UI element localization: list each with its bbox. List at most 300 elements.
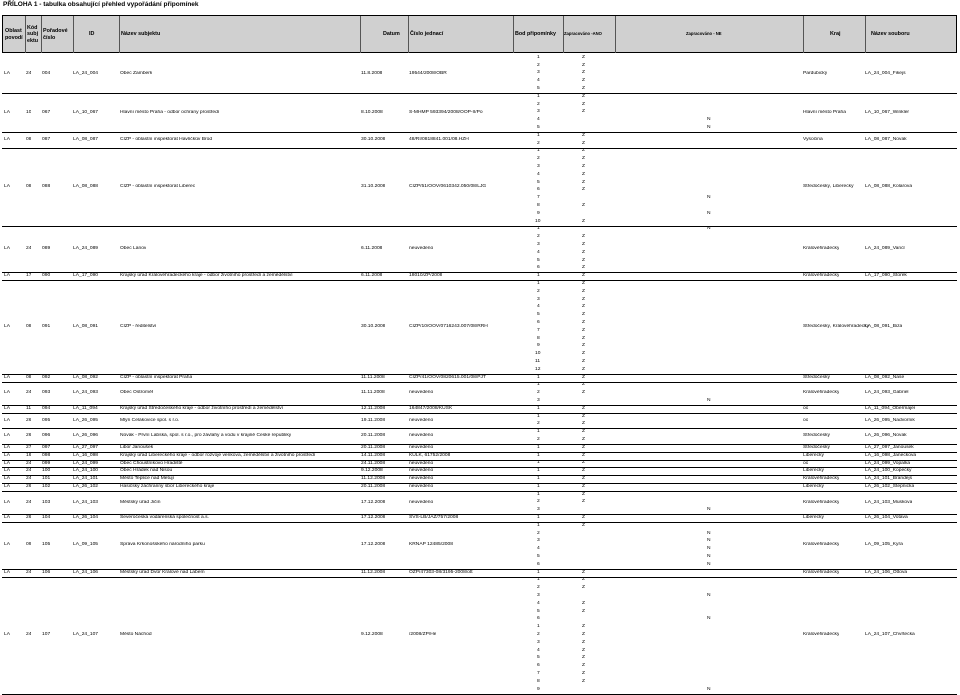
status-zapracovano: Z — [582, 421, 585, 427]
document-title: PŘÍLOHA 1 - tabulka obsahující přehled vypořádání připomínek — [3, 1, 199, 8]
cell-poradove: 095 — [42, 417, 51, 423]
status-nezapracovano: N — [707, 226, 711, 232]
cell-id: LA_11_094 — [73, 405, 98, 411]
point-number: 2 — [537, 390, 540, 396]
cell-poradove: 106 — [42, 569, 51, 575]
cell-oblast: LA — [4, 476, 10, 482]
cell-oblast: LA — [4, 324, 10, 329]
point-number: 3 — [537, 593, 540, 598]
point-number: 1 — [537, 281, 540, 286]
cell-soubor: LA_08_092_Nase — [865, 374, 905, 380]
header-nazev: Název subjektu — [121, 31, 161, 38]
point-number: 5 — [537, 554, 540, 559]
point-number: 5 — [537, 86, 540, 91]
row-divider — [2, 93, 957, 94]
cell-kod: 24 — [26, 468, 32, 474]
status-zapracovano: Z — [582, 171, 585, 177]
cell-nazev: Obec Hrádek nad Nisou — [120, 468, 173, 474]
point-number: 2 — [537, 140, 540, 146]
point-number: 8 — [537, 335, 540, 341]
status-nezapracovano: N — [707, 616, 711, 622]
cell-poradove: 100 — [42, 468, 51, 474]
cell-kod: 26 — [26, 417, 32, 423]
status-nezapracovano: N — [707, 546, 711, 552]
cell-kraj: Vysočina — [803, 136, 823, 142]
cell-datum: 12.11.2008 — [361, 405, 386, 411]
cell-oblast: LA — [4, 70, 10, 76]
table-header — [2, 15, 957, 53]
point-number: 3 — [537, 296, 540, 302]
cell-oblast: LA — [4, 483, 10, 489]
status-zapracovano: Z — [582, 678, 585, 684]
point-number: 3 — [537, 109, 540, 115]
point-number: 1 — [537, 624, 540, 630]
cell-kraj: Středočeský — [803, 374, 830, 380]
cell-kod: 11 — [26, 405, 32, 411]
point-number: 1 — [537, 429, 540, 435]
status-zapracovano: Z — [582, 179, 585, 185]
cell-oblast: LA — [4, 390, 10, 396]
cell-nazev: Hasičský záchranný sbor Libereckého kraje — [120, 483, 215, 489]
point-number: 5 — [537, 312, 540, 318]
point-number: 1 — [537, 460, 540, 466]
cell-nazev: Novák - První Labská, spol. s r.o., pro závlahy a vodu v krajině České republiky — [120, 433, 292, 439]
cell-kod: 24 — [26, 460, 32, 466]
cell-nazev: Město Teplice nad Metují — [120, 476, 175, 482]
cell-cislo-jednaci: neuvedeno — [409, 483, 434, 489]
point-number: 8 — [537, 678, 540, 684]
point-number: 2 — [537, 437, 540, 442]
point-number: 1 — [537, 515, 540, 520]
cell-poradove: 103 — [42, 499, 51, 505]
cell-poradove: 107 — [42, 632, 51, 638]
status-zapracovano: Z — [582, 273, 585, 279]
status-zapracovano: Z — [582, 374, 585, 380]
cell-id: LA_08_088 — [73, 183, 99, 189]
status-zapracovano: Z — [582, 476, 585, 481]
point-number: 1 — [537, 148, 540, 154]
status-zapracovano: Z — [582, 281, 585, 286]
row-divider — [2, 491, 957, 492]
status-zapracovano: Z — [582, 452, 585, 458]
point-number: 1 — [537, 132, 540, 138]
header-datum: Datum — [383, 31, 400, 38]
status-zapracovano: Z — [582, 624, 585, 630]
cell-cislo-jednaci: neuvedeno — [409, 444, 434, 450]
status-zapracovano: Z — [582, 78, 585, 84]
cell-id: LA_24_093 — [73, 390, 99, 396]
cell-datum: 20.11.2008 — [361, 483, 386, 489]
cell-kraj: Královéhradecký — [803, 632, 840, 638]
status-zapracovano: Z — [582, 203, 585, 208]
cell-soubor: LA_24_093_Gabriel — [865, 390, 909, 396]
cell-id: LA_08_091 — [73, 324, 99, 329]
point-number: 1 — [537, 382, 540, 388]
cell-nazev: Mlýn Čelákovice spol. s r.o. — [120, 417, 180, 423]
cell-soubor: LA_08_087_Novak — [865, 136, 907, 142]
cell-kraj: Liberecký — [803, 452, 824, 458]
cell-kraj: Královéhradecký — [803, 569, 840, 575]
cell-poradove: 090 — [42, 273, 51, 279]
cell-id: LA_26_104 — [73, 515, 99, 521]
point-number: 4 — [537, 249, 540, 255]
point-number: 5 — [537, 655, 540, 661]
cell-id: LA_24_106 — [73, 569, 99, 575]
cell-cislo-jednaci: neuvedeno — [409, 417, 434, 423]
cell-kraj: Královéhradecký — [803, 246, 840, 251]
point-number: 2 — [537, 156, 540, 162]
cell-id: LA_27_097 — [73, 444, 99, 450]
cell-soubor: LA_27_097_Janousek — [865, 444, 914, 450]
cell-nazev: Krajský úřad Královéhradeckého kraje - odbor životního prostředí a zemědělství — [120, 273, 293, 279]
cell-cislo-jednaci: KULK, 61752/2008 — [409, 452, 451, 458]
cell-soubor: LA_24_099_Vopalka — [865, 460, 911, 466]
status-zapracovano: Z — [582, 663, 585, 669]
status-nezapracovano: N — [707, 210, 711, 216]
cell-cislo-jednaci: ČIŽP/10/OOV/0716243.007/08/RRH — [409, 324, 488, 329]
cell-oblast: LA — [4, 273, 10, 279]
cell-oblast: LA — [4, 109, 10, 115]
point-number: 1 — [537, 54, 540, 60]
row-divider — [2, 382, 957, 383]
point-number: 1 — [537, 405, 540, 411]
point-number: 4 — [537, 647, 540, 653]
point-number: 3 — [537, 538, 540, 544]
point-number: 1 — [537, 483, 540, 489]
cell-soubor: LA_24_107_Chvrtecka — [865, 632, 915, 638]
point-number: 6 — [537, 187, 540, 193]
point-number: 5 — [537, 179, 540, 185]
cell-datum: 19.11.2008 — [361, 417, 386, 423]
cell-soubor: LA_17_090_Storek — [865, 273, 907, 279]
status-zapracovano: Z — [582, 460, 585, 466]
status-zapracovano: Z — [582, 257, 585, 263]
point-number: 1 — [537, 444, 540, 450]
status-zapracovano: Z — [582, 62, 585, 68]
status-zapracovano: Z — [582, 296, 585, 302]
point-number: 10 — [535, 351, 541, 357]
cell-kraj: Středočeský — [803, 433, 830, 439]
status-zapracovano: Z — [582, 327, 585, 333]
cell-datum: 31.10.2008 — [361, 183, 386, 189]
cell-cislo-jednaci: SVS-LB/JAZ/757/2008 — [409, 515, 459, 521]
point-number: 1 — [537, 476, 540, 481]
point-number: 2 — [537, 632, 540, 637]
cell-cislo-jednaci: /2008/ŽP/He — [409, 632, 437, 638]
point-number: 2 — [537, 499, 540, 505]
cell-soubor: LA_24_103_Muskova — [865, 499, 913, 505]
point-number: 4 — [537, 171, 540, 177]
header-zapracovano-ne: Zapracováno - NE — [686, 31, 722, 37]
cell-kraj: Hlavní město Praha — [803, 109, 846, 115]
point-number: 2 — [537, 62, 540, 68]
cell-id: LA_08_087 — [73, 136, 99, 142]
status-zapracovano: Z — [582, 343, 585, 349]
cell-poradove: 087 — [42, 136, 51, 142]
status-zapracovano: Z — [582, 444, 585, 450]
cell-soubor: LA_08_091_Biza — [865, 324, 903, 329]
cell-oblast: LA — [4, 374, 10, 380]
cell-id: LA_08_092 — [73, 374, 99, 380]
status-zapracovano: Z — [582, 429, 585, 435]
point-number: 7 — [537, 327, 540, 333]
cell-poradove: 092 — [42, 374, 51, 380]
status-zapracovano: Z — [582, 359, 585, 364]
cell-cislo-jednaci: neuvedeno — [409, 460, 434, 466]
point-number: 6 — [537, 663, 540, 669]
cell-oblast: LA — [4, 468, 10, 474]
status-zapracovano: Z — [582, 132, 585, 138]
cell-datum: 17.12.2008 — [361, 542, 386, 548]
status-zapracovano: Z — [582, 569, 585, 575]
cell-datum: 6.11.2008 — [361, 246, 383, 251]
cell-datum: 14.11.2008 — [361, 452, 386, 458]
cell-cislo-jednaci: KRNAP 12485/2008 — [409, 542, 453, 548]
status-zapracovano: Z — [582, 70, 585, 76]
cell-kraj: Středočeský, Liberecký — [803, 183, 854, 189]
status-zapracovano: Z — [582, 86, 585, 91]
cell-kraj: Královéhradecký — [803, 476, 840, 482]
cell-oblast: LA — [4, 460, 10, 466]
cell-oblast: LA — [4, 632, 10, 638]
cell-kraj: Liberecký — [803, 515, 824, 521]
cell-kod: 24 — [26, 499, 32, 505]
cell-nazev: Městský úřad Jičín — [120, 499, 161, 505]
cell-poradove: 088 — [42, 183, 51, 189]
cell-nazev: Krajský úřad Středočeského kraje - odbor životního prostředí a zemědělství — [120, 405, 284, 411]
cell-datum: 11.12.2008 — [361, 476, 386, 482]
status-zapracovano: Z — [582, 335, 585, 341]
cell-kraj: Královéhradecký — [803, 542, 840, 548]
point-number: 4 — [537, 117, 540, 123]
status-zapracovano: Z — [582, 671, 585, 676]
cell-soubor: LA_26_096_Novak — [865, 433, 907, 439]
status-zapracovano: Z — [582, 390, 585, 396]
cell-datum: 8.10.2008 — [361, 109, 383, 115]
status-zapracovano: Z — [582, 140, 585, 146]
status-zapracovano: Z — [582, 164, 585, 169]
header-id: ID — [89, 31, 95, 38]
point-number: 6 — [537, 265, 540, 271]
status-nezapracovano: N — [707, 554, 711, 559]
cell-nazev: Obec Žamberk — [120, 70, 153, 76]
point-number: 2 — [537, 101, 540, 107]
point-number: 1 — [537, 577, 540, 583]
status-zapracovano: Z — [582, 608, 585, 614]
point-number: 4 — [537, 78, 540, 84]
cell-nazev: Správa Krkonošského národního parku — [120, 542, 205, 548]
cell-datum: 9.12.2008 — [361, 468, 383, 474]
point-number: 3 — [537, 639, 540, 645]
cell-nazev: Hlavní město Praha - odbor ochrany prostředí — [120, 109, 220, 115]
status-nezapracovano: N — [707, 561, 711, 567]
status-zapracovano: Z — [582, 218, 585, 224]
cell-oblast: LA — [4, 569, 10, 575]
point-number: 3 — [537, 70, 540, 76]
point-number: 4 — [537, 600, 540, 606]
row-divider — [2, 694, 957, 695]
row-divider — [2, 577, 957, 578]
cell-oblast: LA — [4, 444, 10, 450]
cell-oblast: LA — [4, 515, 10, 521]
cell-id: LA_24_100 — [73, 468, 99, 474]
cell-cislo-jednaci: ČIŽP/41/OOV/0820615.001/08/PJT — [409, 374, 486, 380]
cell-nazev: Obec Choustníkovo Hradiště — [120, 460, 183, 466]
status-nezapracovano: N — [707, 195, 711, 201]
cell-nazev: Obec Ostroměř — [120, 390, 154, 396]
status-zapracovano: Z — [582, 312, 585, 318]
cell-id: LA_26_095 — [73, 417, 99, 423]
status-zapracovano: Z — [582, 265, 585, 271]
status-nezapracovano: N — [707, 398, 711, 403]
cell-kod: 08 — [26, 374, 32, 380]
cell-soubor: LA_16_098_Janeckova — [865, 452, 917, 458]
cell-datum: 11.8.2008 — [361, 70, 383, 76]
cell-kod: 10 — [26, 109, 32, 115]
cell-nazev: Severočeská vodárenská společnost a.s. — [120, 515, 209, 521]
status-zapracovano: Z — [582, 156, 585, 162]
cell-cislo-jednaci: neuvedeno — [409, 468, 434, 474]
status-nezapracovano: N — [707, 593, 711, 598]
status-zapracovano: Z — [582, 249, 585, 255]
cell-nazev: Obec Lánov — [120, 246, 147, 251]
status-zapracovano: Z — [582, 234, 585, 240]
cell-kraj: Královéhradecký — [803, 390, 840, 396]
row-divider — [2, 148, 957, 149]
status-zapracovano: Z — [582, 600, 585, 606]
status-zapracovano: Z — [582, 585, 585, 591]
cell-cislo-jednaci: neuvedeno — [409, 390, 434, 396]
cell-poradove: 089 — [42, 246, 51, 251]
point-number: 2 — [537, 234, 540, 240]
point-number: 8 — [537, 203, 540, 208]
header-soubor: Název souboru — [871, 31, 910, 38]
point-number: 2 — [537, 288, 540, 294]
status-zapracovano: Z — [582, 413, 585, 419]
cell-cislo-jednaci: 18010/ŽP/2008 — [409, 273, 443, 279]
status-nezapracovano: N — [707, 686, 711, 692]
cell-id: LA_09_105 — [73, 542, 99, 548]
cell-poradove: 105 — [42, 542, 51, 548]
point-number: 6 — [537, 320, 540, 325]
header-bod: Bod připomínky — [515, 31, 557, 38]
status-zapracovano: Z — [582, 187, 585, 193]
point-number: 9 — [537, 210, 540, 216]
cell-datum: 17.12.2008 — [361, 515, 386, 521]
cell-id: LA_26_102 — [73, 483, 99, 489]
row-divider — [2, 428, 957, 429]
point-number: 1 — [537, 452, 540, 458]
cell-kraj: Středočeský, Královéhradecký — [803, 324, 870, 329]
cell-datum: 11.12.2008 — [361, 569, 386, 575]
point-number: 3 — [537, 507, 540, 513]
cell-cislo-jednaci: 19544/2008/OBR — [409, 70, 447, 76]
cell-id: LA_24_089 — [73, 246, 99, 251]
cell-datum: 30.10.2008 — [361, 324, 386, 329]
cell-soubor: LA_11_094_Obermajer — [865, 405, 916, 411]
cell-kraj: oo — [803, 405, 809, 411]
point-number: 6 — [537, 561, 540, 567]
point-number: 11 — [535, 359, 541, 364]
point-number: 2 — [537, 585, 540, 591]
cell-kod: 08 — [26, 136, 32, 142]
cell-datum: 11.11.2008 — [361, 374, 385, 380]
cell-datum: 20.11.2008 — [361, 444, 386, 450]
cell-soubor: LA_09_105_Kyra — [865, 542, 903, 548]
cell-id: LA_17_090 — [73, 273, 99, 279]
cell-kraj: Středočeský — [803, 444, 830, 450]
cell-kod: 17 — [26, 273, 32, 279]
status-zapracovano: Z — [582, 405, 585, 411]
cell-soubor: LA_24_101_Brandejs — [865, 476, 913, 482]
cell-nazev: Krajský úřad Libereckého kraje - odbor rozvoje venkova, zemědělství a životního prostředí — [120, 452, 316, 458]
cell-soubor: LA_24_106_Ottova — [865, 569, 908, 575]
cell-datum: 11.11.2008 — [361, 390, 385, 396]
status-zapracovano: Z — [582, 366, 585, 372]
cell-nazev: Městský úřad Dvůr Králové nad Labem — [120, 569, 205, 575]
cell-oblast: LA — [4, 499, 10, 505]
status-nezapracovano: N — [707, 125, 711, 130]
status-nezapracovano: N — [707, 530, 711, 536]
point-number: 5 — [537, 608, 540, 614]
point-number: 1 — [537, 491, 540, 497]
cell-poradove: 102 — [42, 483, 51, 489]
header-cislo-jednaci: Číslo jednací — [410, 31, 444, 38]
cell-kod: 24 — [26, 70, 32, 76]
point-number: 7 — [537, 671, 540, 676]
point-number: 1 — [537, 93, 540, 99]
header-poradove: Pořadové číslo — [43, 28, 68, 41]
cell-poradove: 099 — [42, 460, 51, 466]
cell-poradove: 104 — [42, 515, 51, 521]
cell-kraj: Liberecký — [803, 483, 824, 489]
cell-oblast: LA — [4, 417, 10, 423]
cell-id: LA_24_099 — [73, 460, 99, 466]
cell-id: LA_16_098 — [73, 452, 99, 458]
cell-kod: 26 — [26, 483, 32, 489]
status-zapracovano: Z — [582, 288, 585, 294]
row-divider — [2, 132, 957, 133]
point-number: 1 — [537, 413, 540, 419]
cell-poradove: 091 — [42, 324, 51, 329]
cell-soubor: LA_24_004_Fikejs — [865, 70, 906, 76]
point-number: 4 — [537, 304, 540, 310]
header-kraj: Kraj — [830, 31, 841, 38]
status-zapracovano: Z — [582, 93, 585, 99]
cell-poradove: 097 — [42, 444, 51, 450]
status-zapracovano: Z — [582, 101, 585, 107]
status-nezapracovano: N — [707, 117, 711, 123]
cell-soubor: LA_08_088_Kolarova — [865, 183, 913, 189]
point-number: 2 — [537, 530, 540, 536]
cell-kod: 24 — [26, 246, 32, 251]
point-number: 5 — [537, 257, 540, 263]
cell-kod: 24 — [26, 390, 32, 396]
status-zapracovano: Z — [582, 655, 585, 661]
cell-kod: 26 — [26, 515, 32, 521]
cell-kod: 27 — [26, 444, 32, 450]
cell-id: LA_10_067 — [73, 109, 99, 115]
status-zapracovano: Z — [582, 499, 585, 505]
cell-kod: 24 — [26, 476, 32, 482]
cell-soubor: LA_26_104_Votava — [865, 515, 908, 521]
cell-poradove: 094 — [42, 405, 51, 411]
point-number: 2 — [537, 421, 540, 427]
point-number: 10 — [535, 218, 541, 224]
cell-id: LA_26_096 — [73, 433, 99, 439]
status-zapracovano: Z — [582, 522, 585, 528]
cell-nazev: Libor Janoušek — [120, 444, 154, 450]
